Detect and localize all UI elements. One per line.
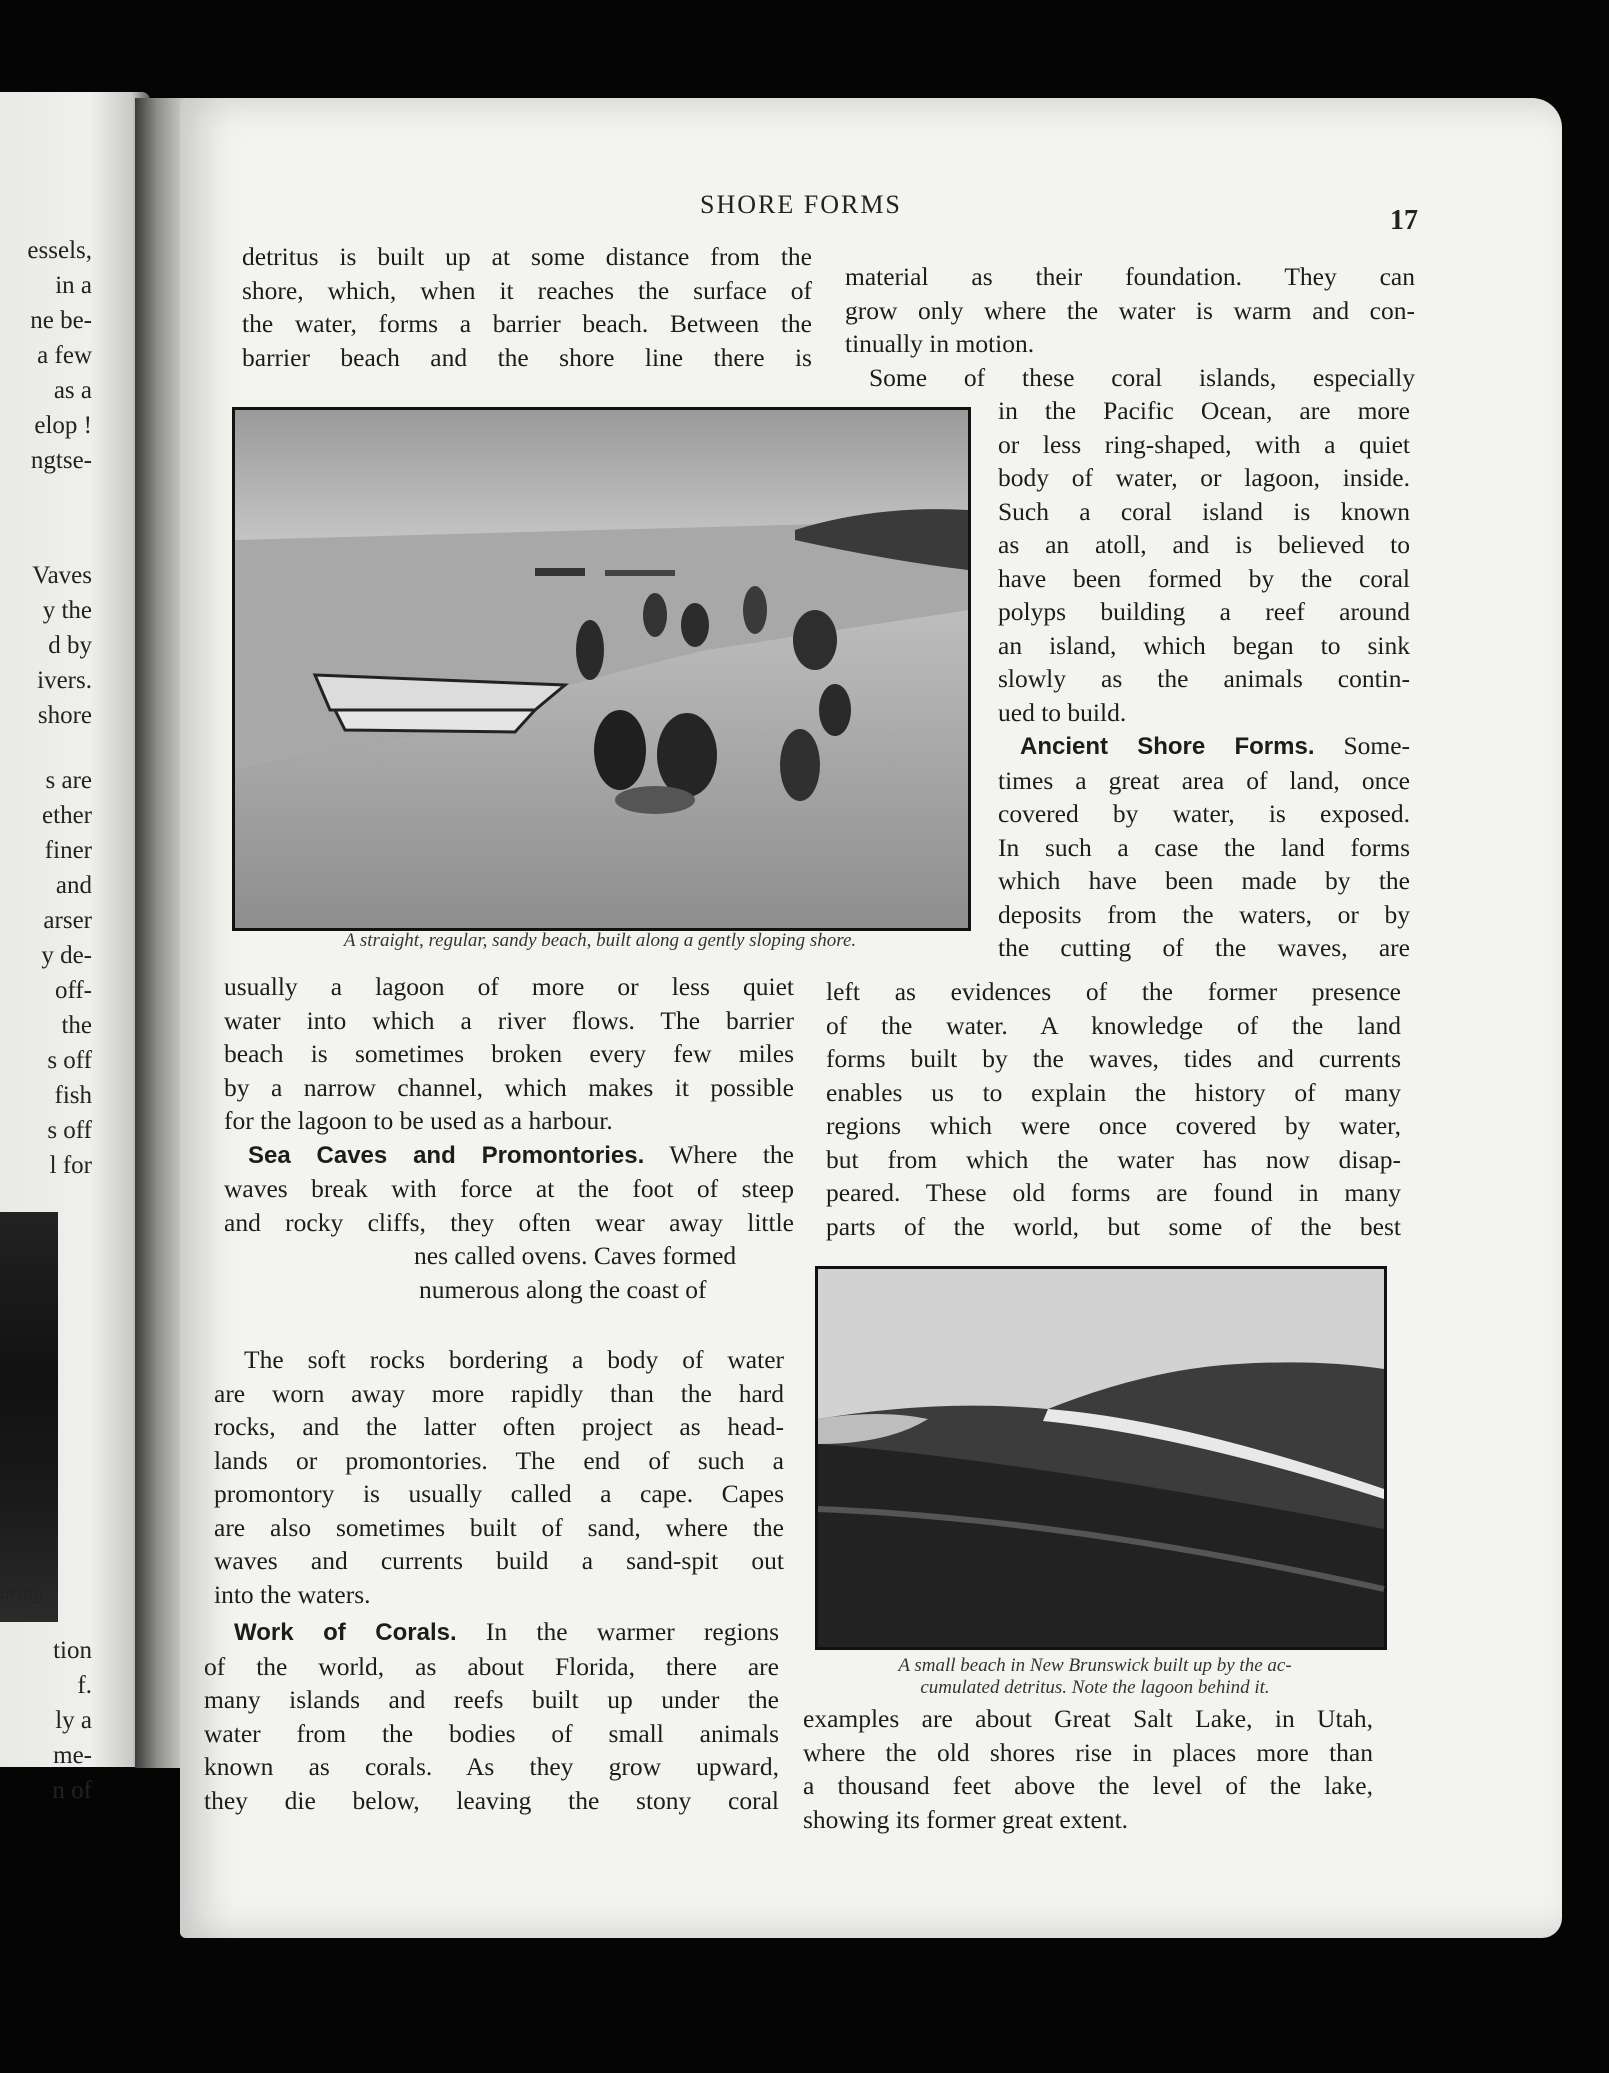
facing-page-line: arser [43,907,92,934]
text-line: enables us to explain the history of many [826,1077,1401,1107]
facing-page-line: y de- [41,942,92,969]
text-fragment: Some- [1343,731,1411,760]
text-line: water into which a river flows. The barrier [224,1005,794,1035]
text-line: a thousand feet above the level of the lake, [803,1771,1373,1800]
text-line: of the water. A knowledge of the land [826,1010,1401,1040]
text-line: times a great area of land, once [998,765,1410,795]
text-line [998,729,1410,764]
col-left-mid [224,970,794,1306]
facing-page-line: s are [45,767,92,794]
text-line: beach is sometimes broken every few miles [224,1039,794,1068]
text-line: covered by water, is exposed. [998,799,1410,828]
text-line: numerous along the coast of [419,1274,707,1304]
page-number: 17 [1390,205,1418,236]
beach-photo-caption: A straight, regular, sandy beach, built along a gently sloping shore. [343,930,857,951]
text-line: they die below, leaving the stony coral [204,1785,779,1815]
caption-line: A small beach in New Brunswick built up by the ac- [898,1655,1292,1676]
text-line [224,1138,794,1173]
facing-page-line: the [61,1012,92,1039]
text-line: shore, which, when it reaches the surface of [242,275,812,305]
text-line: polyps building a reef around [998,597,1410,626]
col-left-top [242,240,812,374]
text-line: are also sometimes built of sand, where the [214,1512,784,1542]
text-line: an island, which began to sink [998,630,1410,660]
text-line: slowly as the animals contin- [998,664,1410,693]
text-line: where the old shores rise in places more than [803,1737,1373,1767]
facing-page-photo [0,1212,58,1622]
text-line: regions which were once covered by water, [826,1111,1401,1140]
corals-heading: Work of Corals. [234,1619,457,1646]
text-line: barrier beach and the shore line there is [242,342,812,372]
text-line: known as corals. As they grow upward, [204,1752,779,1781]
facing-page-line: ether [42,802,92,829]
text-line: water from the bodies of small animals [204,1718,779,1748]
text-line: waves and currents build a sand-spit out [214,1546,784,1575]
text-line: parts of the world, but some of the best [826,1211,1401,1241]
text-line: by a narrow channel, which makes it possible [224,1072,794,1102]
facing-page-line: as a [53,377,92,404]
text-line: are worn away more rapidly than the hard [214,1378,784,1408]
text-line: deposits from the waters, or by [998,899,1410,929]
facing-page-line: essels, [27,237,92,264]
text-line [204,1615,779,1650]
text-line: but from which the water has now disap- [826,1144,1401,1174]
facing-page-line: in a [55,272,92,299]
facing-page-line: shore [37,702,92,729]
facing-page-line: ngtse- [30,447,92,474]
text-line: for the lagoon to be used as a harbour. [224,1106,613,1135]
text-line: and rocky cliffs, they often wear away little [224,1207,794,1237]
text-line: ued to build. [998,697,1127,727]
text-line: have been formed by the coral [998,563,1410,593]
text-fragment: Where the [669,1139,794,1169]
text-line: tinually in motion. [845,329,1035,358]
facing-page-line: finer [44,837,92,864]
facing-page-line: elop ! [34,412,92,439]
beach-photo-illustration [235,410,968,928]
text-line: detritus is built up at some distance from the [242,242,812,271]
text-line: The soft rocks bordering a body of water [244,1345,784,1374]
facing-page-line: l for [49,1152,92,1179]
text-line: grow only where the water is warm and con- [845,295,1415,325]
facing-page-line: off- [54,977,92,1004]
beach-photo [232,407,971,931]
col-left-promontories [214,1343,784,1611]
facing-page-line: me- [53,1742,92,1769]
col-right-mid [826,975,1401,1243]
facing-page-line: f. [77,1672,92,1699]
text-line: peared. These old forms are found in many [826,1178,1401,1207]
facing-page-line: n of [52,1777,92,1804]
text-line: left as evidences of the former presence [826,977,1401,1006]
text-line: In such a case the land forms [998,832,1410,862]
caption-line: cumulated detritus. Note the lagoon behind it. [920,1677,1270,1698]
text-line: the water, forms a barrier beach. Between the [242,309,812,338]
ancient-shore-forms-heading: Ancient Shore Forms. [1020,733,1315,760]
facing-page-line: ivers. [37,667,92,694]
text-line: forms built by the waves, tides and currents [826,1044,1401,1073]
facing-page-line: ne be- [30,307,92,334]
facing-page-caption: aring [0,1582,44,1604]
text-line: the cutting of the waves, are [998,933,1410,962]
text-line: usually a lagoon of more or less quiet [224,972,794,1001]
text-line: many islands and reefs built up under the [204,1685,779,1714]
text-line: nes called ovens. Caves formed [414,1241,737,1270]
text-line: rocks, and the latter often project as head- [214,1412,784,1441]
new-brunswick-photo-illustration [818,1269,1384,1647]
text-line: body of water, or lagoon, inside. [998,463,1410,492]
text-line: material as their foundation. They can [845,262,1415,291]
text-line: Some of these coral islands, especially [869,362,1415,392]
facing-page-line: s off [47,1047,92,1074]
facing-page-line: a few [37,342,92,369]
text-line: into the waters. [214,1579,371,1609]
col-left-corals [204,1615,779,1817]
facing-page-line: tion [53,1637,92,1664]
facing-page-line: Vaves [32,562,92,589]
facing-page [0,92,150,1804]
col-right-bottom [803,1702,1373,1836]
text-line: waves break with force at the foot of steep [224,1174,794,1203]
text-line: Such a coral island is known [998,496,1410,526]
facing-page-line: and [55,872,92,899]
text-line: of the world, as about Florida, there are [204,1651,779,1681]
text-fragment: In the warmer regions [485,1617,779,1646]
col-right-wrap [998,394,1410,965]
text-line: examples are about Great Salt Lake, in Utah, [803,1704,1373,1733]
text-line: promontory is usually called a cape. Capes [214,1479,784,1508]
col-right-top [845,260,1415,394]
text-line: lands or promontories. The end of such a [214,1445,784,1475]
facing-page-line: d by [48,632,92,659]
text-line: as an atoll, and is believed to [998,530,1410,559]
text-line: which have been made by the [998,866,1410,895]
facing-page-line: s off [47,1117,92,1144]
facing-page-line: ly a [55,1707,92,1734]
text-line: showing its former great extent. [803,1804,1129,1834]
new-brunswick-photo-caption [805,1655,1385,1699]
facing-page-line: y the [42,597,92,624]
text-line: in the Pacific Ocean, are more [998,396,1410,425]
facing-page-line: fish [54,1082,92,1109]
text-line: or less ring-shaped, with a quiet [998,429,1410,459]
sea-caves-heading: Sea Caves and Promontories. [248,1141,645,1169]
new-brunswick-photo [815,1266,1387,1650]
running-title: SHORE FORMS [700,190,902,219]
